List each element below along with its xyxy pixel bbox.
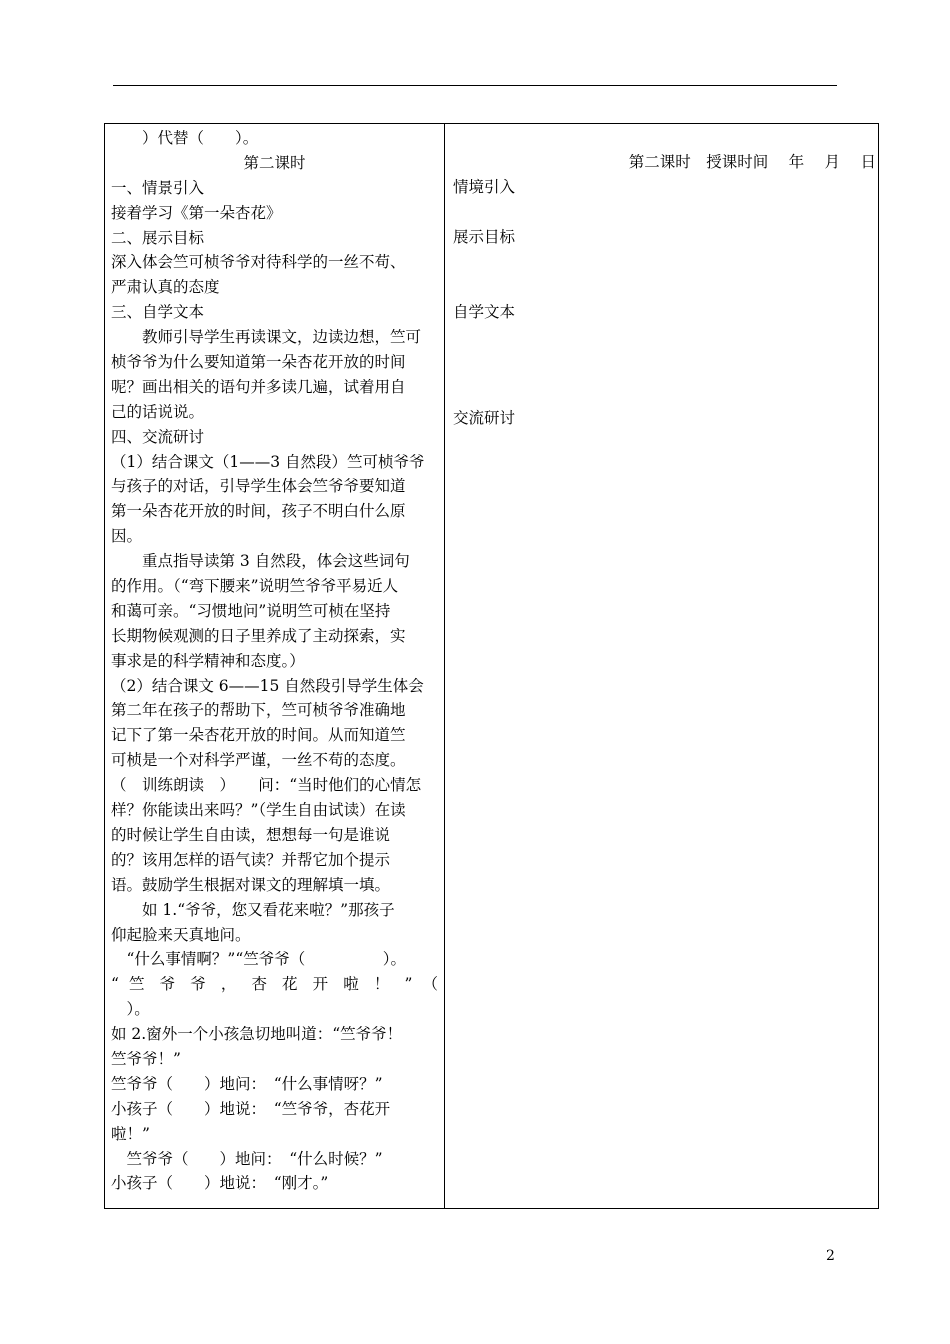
content-line: 严肃认真的态度 (111, 278, 220, 297)
content-line: 和蔼可亲。“习惯地问”说明竺可桢在坚持 (111, 601, 391, 620)
content-line: 第一朵杏花开放的时间，孩子不明白什么原 (111, 502, 406, 521)
content-line: 竺爷爷（ ）地问： “什么事情呀？” (111, 1074, 383, 1093)
page-number: 2 (826, 1248, 835, 1264)
content-line: 的作用。（“弯下腰来”说明竺爷爷平易近人 (111, 577, 399, 596)
lesson-content-column (111, 126, 438, 1196)
content-line: 竺爷爷（ ）地问： “什么时候？” (111, 1149, 383, 1168)
content-line: 二、展示目标 (111, 228, 205, 247)
content-line: 己的话说说。 (111, 402, 205, 421)
label-show-goals: 展示目标 (453, 228, 516, 246)
content-line: 教师引导学生再读课文，边读边想，竺可 (111, 328, 422, 347)
lesson-table (104, 123, 879, 1209)
content-line: 三、自学文本 (111, 303, 205, 322)
content-line: 的时候让学生自由读，想想每一句是谁说 (111, 825, 391, 844)
content-line: 仰起脸来天真地问。 (111, 925, 251, 944)
label-self-study: 自学文本 (453, 303, 516, 321)
content-line: 啦！” (111, 1124, 150, 1143)
content-line: ）。 (111, 1000, 150, 1019)
content-line: 与孩子的对话，引导学生体会竺爷爷要知道 (111, 477, 406, 496)
content-line: 如 2.窗外一个小孩急切地叫道：“竺爷爷！ (111, 1025, 403, 1044)
content-line: 第二年在孩子的帮助下，竺可桢爷爷准确地 (111, 701, 406, 720)
content-line: “什么事情啊？”“竺爷爷（ ）。 (111, 950, 407, 969)
content-line: 长期物候观测的日子里养成了主动探索，实 (111, 626, 406, 645)
lesson-schedule-header: 第二课时 授课时间 年 月 日 (628, 153, 876, 171)
content-line: 呢？画出相关的语句并多读几遍，试着用自 (111, 377, 406, 396)
content-line: （ 训练朗读 ） 问：“当时他们的心情怎 (111, 776, 422, 795)
content-line: 事求是的科学精神和态度。） (111, 651, 305, 670)
content-line: 第二课时 (243, 153, 306, 172)
content-line: （1）结合课文（1——3 自然段）竺可桢爷爷 (111, 452, 425, 471)
content-line: 小孩子（ ）地说： “竺爷爷，杏花开 (111, 1099, 391, 1118)
column-divider (444, 124, 445, 1208)
header-rule (113, 85, 837, 86)
content-line: 桢爷爷为什么要知道第一朵杏花开放的时间 (111, 353, 406, 372)
content-line: 四、交流研讨 (111, 427, 205, 446)
content-line: 如 1.“爷爷，您又看花来啦？”那孩子 (111, 900, 395, 919)
content-line: 重点指导读第 3 自然段，体会这些词句 (111, 552, 410, 571)
content-line: 竺爷爷！” (111, 1049, 181, 1068)
content-line: 因。 (111, 527, 143, 546)
label-discussion: 交流研讨 (453, 409, 516, 427)
content-line: 记下了第一朵杏花开放的时间。从而知道竺 (111, 726, 406, 745)
content-line: （2）结合课文 6——15 自然段引导学生体会 (111, 676, 424, 695)
content-line: 的？该用怎样的语气读？并帮它加个提示 (111, 850, 391, 869)
content-line: 语。鼓励学生根据对课文的理解填一填。 (111, 875, 391, 894)
content-line: 可桢是一个对科学严谨，一丝不苟的态度。 (111, 751, 406, 770)
content-line: 深入体会竺可桢爷爷对待科学的一丝不苟、 (111, 253, 406, 272)
content-line: 小孩子（ ）地说： “刚才。” (111, 1174, 329, 1193)
content-line: 接着学习《第一朵杏花》 (111, 203, 282, 222)
label-scene-intro: 情境引入 (453, 178, 516, 196)
content-line: “ 竺 爷 爷 ， 杏 花 开 啦 ！ ” （ (111, 975, 438, 994)
content-line: 样？你能读出来吗？”（学生自由试读）在读 (111, 801, 406, 820)
content-line: ）代替（ ）。 (111, 129, 259, 147)
content-line: 一、情景引入 (111, 178, 205, 197)
